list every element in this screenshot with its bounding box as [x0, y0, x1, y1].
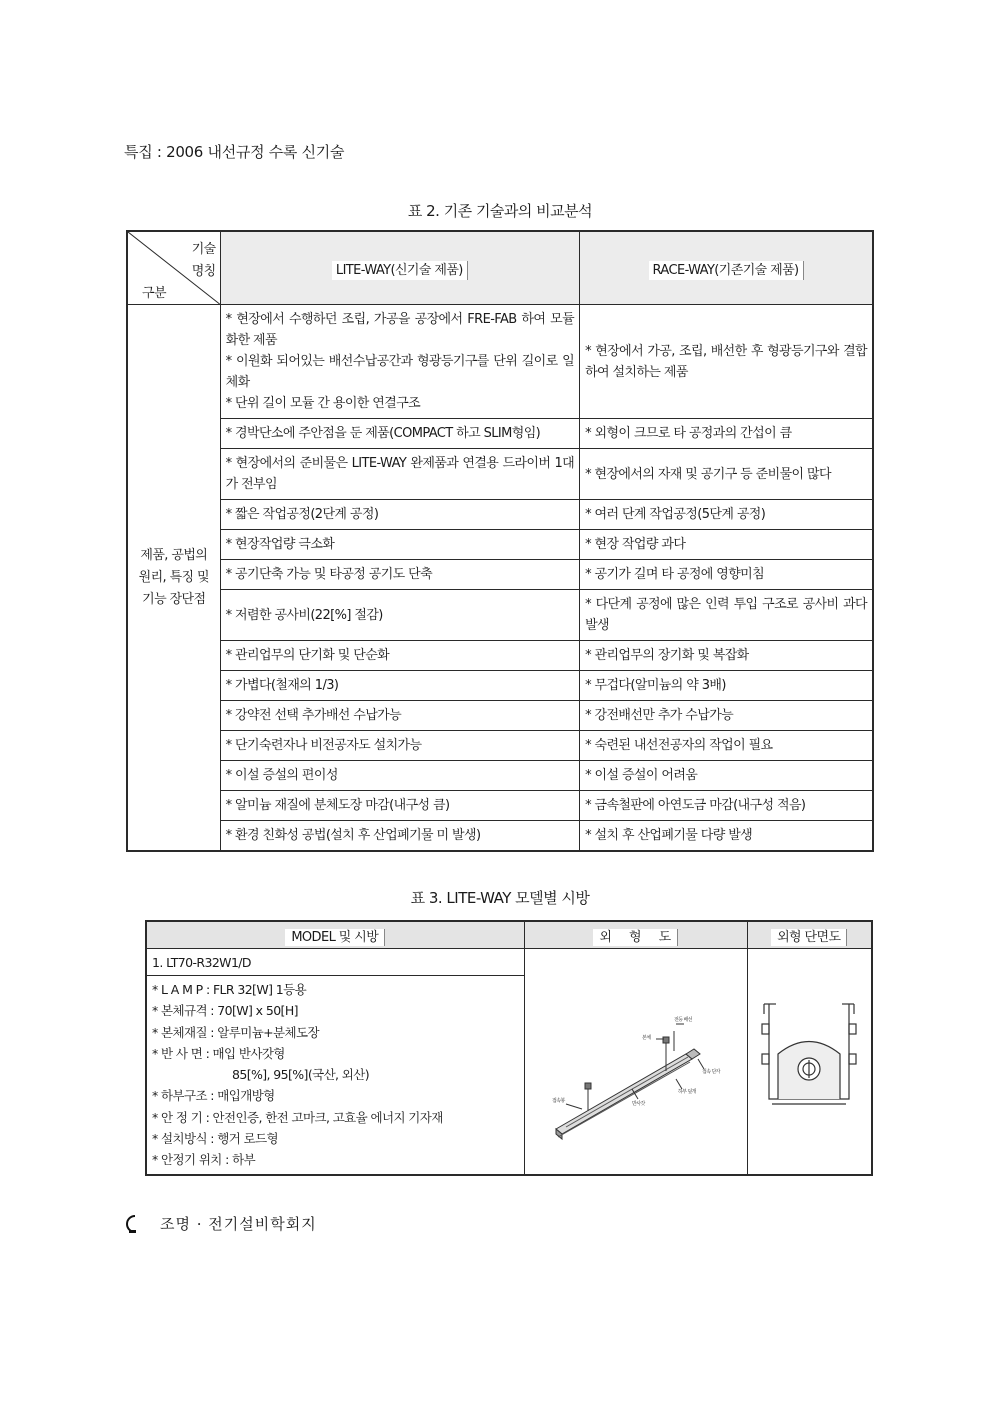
spec-item: * 본체규격 : 70[W] x 50[H]: [152, 1003, 298, 1019]
spec-item: * 반 사 면 : 매입 반사갓형: [152, 1045, 285, 1061]
race-way-cell: * 강전배선만 추가 수납가능: [580, 701, 873, 731]
race-way-cell: * 현장에서의 자재 및 공기구 등 준비물이 많다: [580, 449, 873, 500]
col-header-section: 외형 단면도: [747, 921, 872, 949]
table-row: [127, 560, 873, 590]
race-way-cell: * 무겁다(알미늄의 약 3배): [580, 671, 873, 701]
lite-way-cell: * 단기숙련자나 비전공자도 설치가능: [220, 731, 579, 761]
lite-way-cell: * 짧은 작업공정(2단계 공정): [220, 500, 579, 530]
exterior-view-cell: [524, 949, 747, 1175]
race-way-cell: * 현장에서 가공, 조립, 배선한 후 형광등기구와 결합하여 설치하는 제품: [580, 305, 873, 419]
race-way-cell: * 여러 단계 작업공정(5단계 공정): [580, 500, 873, 530]
page-header: 특집 : 2006 내선규정 수록 신기술: [124, 143, 345, 161]
col-header-model: MODEL 및 시방: [146, 921, 524, 949]
lite-way-cell: * 현장에서의 준비물은 LITE-WAY 완제품과 연결용 드라이버 1대가 전부임: [220, 449, 579, 500]
spec-item: * 안정기 위치 : 하부: [152, 1152, 256, 1168]
race-way-cell: * 공기가 길며 타 공정에 영향미침: [580, 560, 873, 590]
lite-way-cell: * 알미늄 재질에 분체도장 마감(내구성 큼): [220, 791, 579, 821]
diagram-label: 접속 단자: [701, 1069, 720, 1076]
lite-way-cell: [220, 305, 579, 419]
diag-label-tech: 기술: [191, 242, 216, 257]
diagram-label: 본체: [641, 1035, 650, 1042]
lite-way-cell: * 현장작업량 극소화: [220, 530, 579, 560]
diag-label-category: 구분: [142, 286, 166, 301]
lite-way-cell: * 강약전 선택 추가배선 수납가능: [220, 701, 579, 731]
lite-way-cell: * 경박단소에 주안점을 둔 제품(COMPACT 하고 SLIM형임): [220, 419, 579, 449]
table-row: [127, 419, 873, 449]
table-row: [127, 671, 873, 701]
table-row: [127, 590, 873, 641]
table-row: [127, 701, 873, 731]
spec-item: * 설치방식 : 행거 로드형: [152, 1131, 279, 1147]
diagonal-header-cell: [127, 231, 220, 305]
lite-way-cell: * 공기단축 가능 및 타공정 공기도 단축: [220, 560, 579, 590]
diagram-label: 반사갓: [631, 1101, 645, 1108]
race-way-cell: * 현장 작업량 과다: [580, 530, 873, 560]
model-name: 1. LT70-R32W1/D: [146, 949, 524, 976]
row-text: * 단위 길이 모듈 간 용이한 연결구조: [225, 396, 421, 411]
diagram-label: 전등 배선: [673, 1017, 692, 1024]
table-row: [127, 791, 873, 821]
row-text: * 이원화 되어있는 배선수납공간과 형광등기구를 단위 길이로 일체화: [225, 354, 575, 390]
race-way-cell: * 이설 증설이 어려움: [580, 761, 873, 791]
table-row: [127, 305, 873, 419]
col-header-race-way: RACE-WAY(기존기술 제품): [580, 231, 873, 305]
diagram-label: 하부 덮개: [677, 1089, 696, 1096]
lite-way-cell: * 관리업무의 단기화 및 단순화: [220, 641, 579, 671]
spec-item: * L A M P : FLR 32[W] 1등용: [152, 982, 307, 997]
page-footer: [126, 1213, 317, 1234]
table-row: [127, 641, 873, 671]
race-way-cell: * 다단계 공정에 많은 인력 투입 구조로 공사비 과다발생: [580, 590, 873, 641]
cross-section-diagram: [754, 994, 864, 1124]
crescent-icon: [126, 1215, 136, 1233]
spec-item: * 안 정 기 : 안전인증, 한전 고마크, 고효율 에너지 기자재: [152, 1109, 443, 1125]
comparison-table: [126, 230, 874, 852]
table-row: [127, 761, 873, 791]
table2-caption: 표 2. 기존 기술과의 비교분석: [407, 202, 593, 220]
spec-list: [146, 976, 524, 1175]
race-way-cell: * 관리업무의 장기화 및 복잡화: [580, 641, 873, 671]
model-spec-table: [145, 920, 873, 1176]
diag-label-name: 명칭: [191, 264, 216, 279]
col-header-view: 외 형 도: [524, 921, 747, 949]
spec-item: 85[%], 95[%](국산, 외산): [232, 1067, 370, 1083]
lite-way-cell: * 이설 증설의 편이성: [220, 761, 579, 791]
table-row: [127, 449, 873, 500]
table3-caption: 표 3. LITE-WAY 모델별 시방: [410, 889, 590, 907]
lite-way-cell: * 가볍다(철재의 1/3): [220, 671, 579, 701]
lite-way-cell: * 환경 친화성 공법(설치 후 산업폐기물 미 발생): [220, 821, 579, 852]
table-row: [127, 500, 873, 530]
lite-way-cell: * 저렴한 공사비(22[%] 절감): [220, 590, 579, 641]
exterior-view-diagram: [526, 959, 746, 1159]
spec-item: * 하부구조 : 매입개방형: [152, 1088, 275, 1104]
race-way-cell: * 금속철판에 아연도금 마감(내구성 적음): [580, 791, 873, 821]
col-header-lite-way: LITE-WAY(신기술 제품): [220, 231, 579, 305]
row-text: * 현장에서 수행하던 조립, 가공을 공장에서 FRE-FAB 하여 모듈화한 제품: [225, 312, 575, 348]
category-cell: 제품, 공법의 원리, 특징 및 기능 장단점: [127, 305, 220, 852]
spec-item: * 본체재질 : 알루미늄+분체도장: [152, 1024, 319, 1040]
race-way-cell: * 숙련된 내선전공자의 작업이 필요: [580, 731, 873, 761]
cross-section-cell: [747, 949, 872, 1175]
table-row: [127, 821, 873, 852]
race-way-cell: * 설치 후 산업폐기물 다량 발생: [580, 821, 873, 852]
journal-name: 조명 · 전기설비학회지: [160, 1215, 317, 1233]
diagram-label: 접속봉: [551, 1098, 565, 1105]
race-way-cell: * 외형이 크므로 타 공정과의 간섭이 큼: [580, 419, 873, 449]
table-row: [127, 731, 873, 761]
table-row: [127, 530, 873, 560]
